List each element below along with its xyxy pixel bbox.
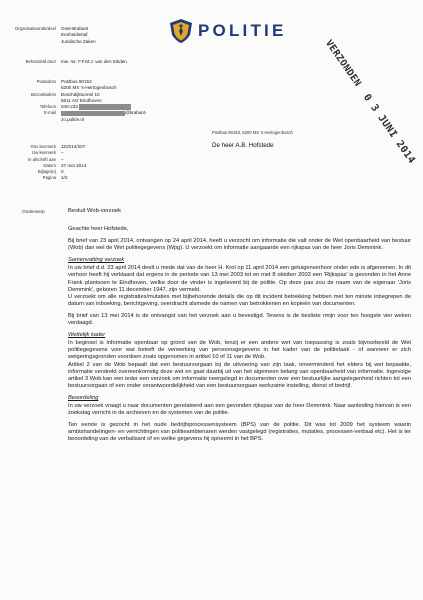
paragraph: Bij brief van 13 mei 2014 is de ontvangst van het verzoek aan u bevestigd. Tevens is de besliste rmijn voor ten hoogste vier weken verdaagd.: [68, 312, 411, 327]
salutation: Geachte heer Hofstede,: [68, 226, 129, 232]
our-ref-value: JZ2014/207: [61, 144, 86, 149]
postal-label: Postadres: [36, 79, 56, 84]
section-heading: Samenvatting verzoek: [68, 257, 125, 264]
redacted-block: [61, 111, 125, 116]
postal-line: 5200 MS 's-Hertogenbosch: [61, 85, 117, 91]
email-line2: zo.politie.nl: [61, 116, 84, 122]
paragraph: Artikel 2 van de Wob bepaalt dat een bestuursorgaan bij de uitvoering van zijn taak, onverminderd het elders bij wet bepaalde, informatie verstrekt overeenkomstig deze wet en gaat daarbij uit van het algemeen belang van openbaarheid van informatie. Ingevolge artikel 3 Wob kan een ieder een verzoek om informatie neergelegd in documenten over een bestuurlijke aangelegenheid richten tot een bestuursorgaan of een onder verantwoordelijkheid van een bestuursorgaan werkzame instelling, dienst of bedrijf.: [68, 361, 411, 389]
visit-line: Boschdijktunnel 10: [61, 91, 100, 97]
handler-block: [4, 59, 181, 65]
redacted-block: [79, 104, 131, 109]
letter-body: [68, 226, 411, 448]
paragraph: Bij brief van 23 april 2014, ontvangen op 24 april 2014, heeft u verzocht om informatie die valt onder de Wet openbaarheid van bestuur (Wob) dan wel de Wet politiegegevens (Wpg). U verzoekt om informatie aangaande een rijkspas van de heer Joris Demmink.: [68, 238, 411, 252]
handler-label: Behandeld door: [25, 59, 56, 64]
visit-label: Bezoekadres: [30, 91, 56, 97]
copy-value: –: [61, 156, 64, 162]
letter-meta: [4, 26, 181, 45]
phone-label: Telefoon: [39, 104, 56, 110]
org-line: Eenheidsstaf: [61, 32, 88, 38]
subject-value: Besluit Wob-verzoek: [68, 208, 122, 214]
subject-label: Onderwerp: [22, 209, 45, 214]
page-label: Pagina: [42, 175, 56, 181]
reference-block: [4, 144, 181, 182]
politie-logo: [168, 18, 287, 44]
return-address: Postbus 90153, 5200 MS 's-Hertogenbosch: [212, 130, 293, 135]
email-suffix: @brabant-: [125, 110, 147, 116]
address-block: [4, 79, 181, 123]
visit-line: 5611 AG Eindhoven: [61, 97, 102, 103]
your-ref-value: –: [61, 150, 64, 156]
date-label: Datum: [43, 162, 56, 168]
police-emblem-icon: [168, 18, 194, 44]
email-label: E-mail: [43, 110, 56, 116]
phone-value: 040-233: [61, 104, 78, 110]
page-value: 1/2: [61, 175, 68, 181]
paragraph: In uw brief d.d. 23 april 2014 deelt u mede dat van de heer H. Krol op 11 april 2014 een getuigenverhoor onder ede is afgenomen. In dit verhoor heeft hij verklaard dat ergens in de periode van 13 mei 2003 tot en met 8 oktober 2003 een 'Rijkspas' is gevonden in het Anne Frank plantsoen te Eindhoven, welke door de vinder is ingeleverd bij de politie. Op deze pas zou de naam van de eigenaar 'Joris Demmink', geboren 11 december 1947, zijn vermeld.: [68, 265, 411, 293]
stamp-text: VERZONDEN: [322, 38, 364, 89]
stamp-date: 0 3 JUNI 2014: [360, 92, 418, 166]
section-heading: Beoordeling: [68, 394, 99, 401]
org-line: Juridische Zaken: [61, 38, 96, 44]
our-ref-label: Ons kenmerk: [30, 144, 56, 149]
date-value: 27 mei 2014: [61, 162, 87, 168]
paragraph: U verzoekt om alle registraties/mutaties met bijbehorende details die op dit incident betrekking hebben met ten minste inbegrepen de datum van inboeking, berichtgeving, overdracht alsmede de namen van betrokkenen en kopieën van documenten.: [68, 293, 411, 307]
handler-value: mw. mr. F.F.M.J. van den Eikden: [61, 59, 127, 64]
paragraph: Ten eerste is gezocht in het oude bedrijfsprocessensysteem (BPS) van de politie. Dit was tot 2009 het systeem waarin ambtshandelingen- en verrichtingen van politieambtenaren werden vastgelegd (registraties, mutaties, processen-verbaal etc). Het is ter beoordeling van de verbalisant of en welke gegevens hij opneemt in het BPS.: [68, 422, 411, 443]
paragraph: In uw verzoek vraagt u naar documenten gerelateerd aan een gevonden rijkspas van de heer Demmink. Naar aanleiding hiervan is een zoekslag verricht in de archieven en de systemen van de politie.: [68, 402, 411, 417]
org-label: Organisatieonderdeel: [14, 26, 56, 31]
politie-wordmark: POLITIE: [198, 21, 287, 40]
addressee: De heer A.B. Hofstede: [212, 142, 274, 149]
sent-stamp: [321, 38, 418, 166]
attachments-label: Bijlage(n): [37, 169, 56, 175]
section-heading: Wettelijk kader: [68, 332, 106, 339]
paragraph: In beginsel is informatie openbaar op grond van de Wob, tenzij er een andere wet van toepassing is zoals bijvoorbeeld de Wet politiegegevens voor wat betreft de verwerking van persoonsgegevens in het kader van de politietaak - of wanneer er zich weigeringsgronden voordoen zoals opgenomen in artikel 10 of 11 van de Wob.: [68, 340, 411, 361]
your-ref-label: Uw kenmerk: [32, 150, 56, 156]
postal-line: Postbus 90153: [61, 79, 92, 84]
org-line: Oost-Brabant: [61, 26, 89, 31]
attachments-value: 0: [61, 169, 64, 175]
copy-label: In afschrift aan: [27, 156, 56, 162]
